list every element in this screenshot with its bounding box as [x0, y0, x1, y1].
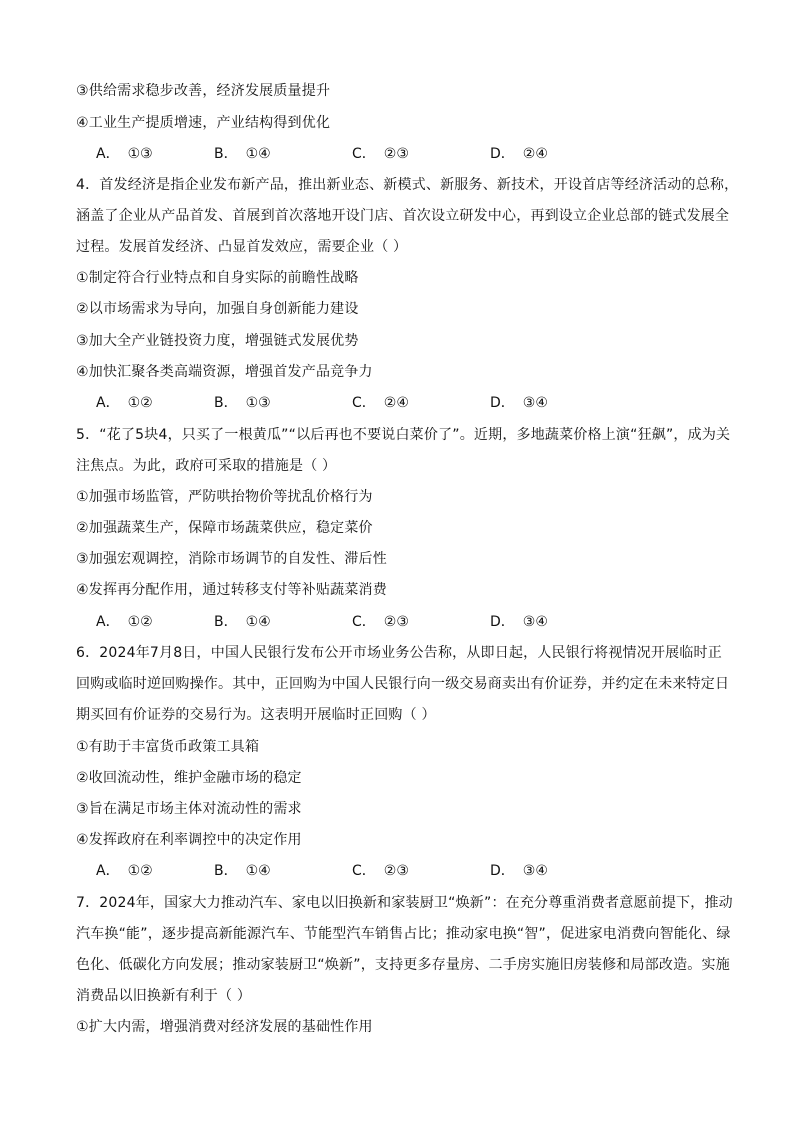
- q5-option-d: D． ③④: [490, 614, 548, 630]
- q5-item-3: ③加强宏观调控，消除市场调节的自发性、滞后性: [76, 551, 387, 567]
- q3-option-a: A． ①③: [96, 146, 153, 162]
- q5-stem-line-1: 5．“花了5块4，只买了一根黄瓜”“以后再也不要说白菜价了”。近期，多地蔬菜价格上演“狂飙”，成为关: [76, 427, 731, 443]
- q6-stem-line-3: 期买回有价证券的交易行为。这表明开展临时正回购（ ）: [76, 707, 436, 723]
- q4-stem-line-2: 涵盖了企业从产品首发、首展到首次落地开设门店、首次设立研发中心，再到设立企业总部的链式发展全: [76, 208, 730, 224]
- q7-stem-line-3: 色化、低碳化方向发展；推动家装厨卫“焕新”，支持更多存量房、二手房实施旧房装修和局部改造。实施: [76, 957, 730, 973]
- q6-stem-line-1: 6．2024年7月8日，中国人民银行发布公开市场业务公告称，从即日起，人民银行将视情况开展临时正: [76, 645, 722, 661]
- q4-item-4: ④加快汇聚各类高端资源，增强首发产品竞争力: [76, 364, 373, 380]
- q4-option-b: B． ①③: [214, 395, 271, 411]
- q5-item-4: ④发挥再分配作用，通过转移支付等补贴蔬菜消费: [76, 582, 387, 598]
- q6-option-b: B． ①④: [214, 863, 271, 879]
- q4-item-1: ①制定符合行业特点和自身实际的前瞻性战略: [76, 270, 359, 286]
- q5-option-c: C． ②③: [352, 614, 409, 630]
- q4-option-a: A． ①②: [96, 395, 153, 411]
- q6-stem-line-2: 回购或临时逆回购操作。其中，正回购为中国人民银行向一级交易商卖出有价证券，并约定在未来特定日: [76, 676, 730, 692]
- q3-item-4: ④工业生产提质增速，产业结构得到优化: [76, 115, 331, 131]
- q6-item-3: ③旨在满足市场主体对流动性的需求: [76, 801, 302, 817]
- q4-stem-line-3: 过程。发展首发经济、凸显首发效应，需要企业（ ）: [76, 239, 408, 255]
- q6-item-2: ②收回流动性，维护金融市场的稳定: [76, 770, 302, 786]
- q6-item-1: ①有助于丰富货币政策工具箱: [76, 739, 260, 755]
- q3-item-3: ③供给需求稳步改善，经济发展质量提升: [76, 83, 331, 99]
- q7-item-1: ①扩大内需，增强消费对经济发展的基础性作用: [76, 1019, 373, 1035]
- q5-stem-line-2: 注焦点。为此，政府可采取的措施是（ ）: [76, 458, 337, 474]
- q4-option-c: C． ②④: [352, 395, 409, 411]
- q6-item-4: ④发挥政府在利率调控中的决定作用: [76, 832, 302, 848]
- q5-item-1: ①加强市场监管，严防哄抬物价等扰乱价格行为: [76, 489, 373, 505]
- q3-option-c: C． ②③: [352, 146, 409, 162]
- q6-option-d: D． ③④: [490, 863, 548, 879]
- q7-stem-line-1: 7．2024年，国家大力推动汽车、家电以旧换新和家装厨卫“焕新”：在充分尊重消费者意愿前提下，推动: [76, 895, 733, 911]
- q6-option-a: A． ①②: [96, 863, 153, 879]
- q5-option-b: B． ①④: [214, 614, 271, 630]
- q3-option-d: D． ②④: [490, 146, 548, 162]
- q5-option-a: A． ①②: [96, 614, 153, 630]
- q7-stem-line-4: 消费品以旧换新有利于（ ）: [76, 988, 252, 1004]
- q4-option-d: D． ③④: [490, 395, 548, 411]
- q3-option-b: B． ①④: [214, 146, 271, 162]
- q5-item-2: ②加强蔬菜生产，保障市场蔬菜供应，稳定菜价: [76, 520, 373, 536]
- q7-stem-line-2: 汽车换“能”，逐步提高新能源汽车、节能型汽车销售占比；推动家电换“智”，促进家电消费向智能化、绿: [76, 926, 731, 942]
- q4-item-2: ②以市场需求为导向，加强自身创新能力建设: [76, 301, 359, 317]
- q4-stem-line-1: 4．首发经济是指企业发布新产品，推出新业态、新模式、新服务、新技术，开设首店等经济活动的总称，: [76, 177, 739, 193]
- q6-option-c: C． ②③: [352, 863, 409, 879]
- q4-item-3: ③加大全产业链投资力度，增强链式发展优势: [76, 333, 359, 349]
